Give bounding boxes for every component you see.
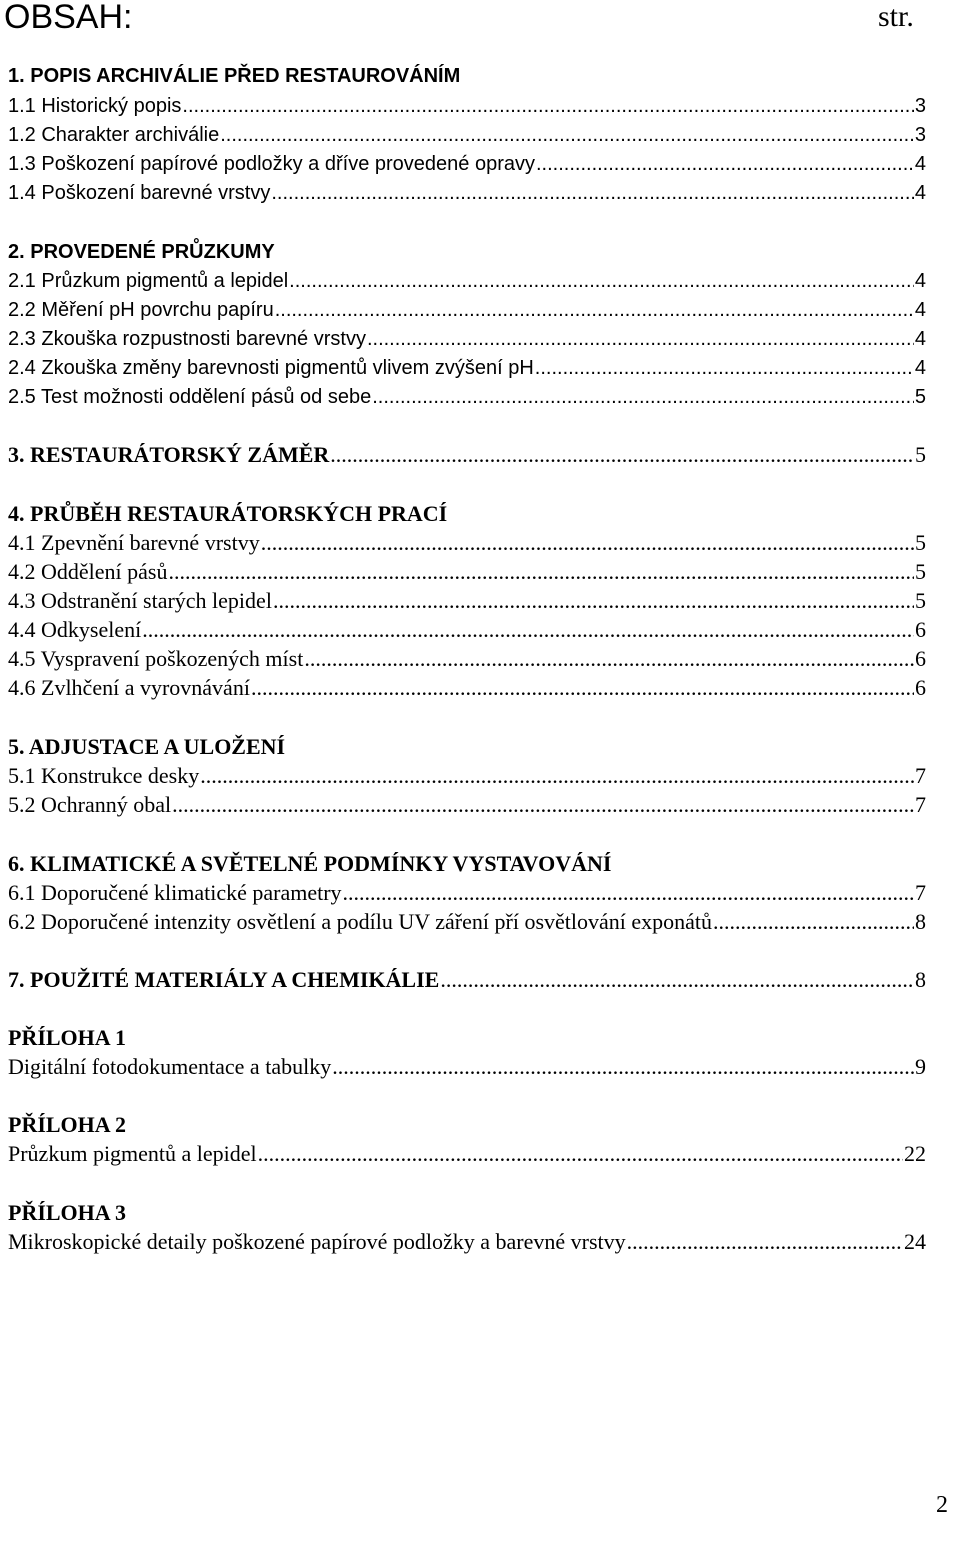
dot-leader [440,966,914,994]
dot-leader [271,179,914,207]
toc-entry[interactable] [8,1228,926,1256]
dot-leader [367,325,914,353]
toc-entry-label: Mikroskopické detaily poškozené papírové podložky a barevné vrstvy [8,1229,626,1254]
dot-leader [182,92,913,120]
toc-entry[interactable] [8,267,926,295]
toc-entry[interactable] [8,296,926,324]
toc-entry-page: 4 [914,182,926,204]
toc-entry-page: 5 [914,386,926,408]
appendix-3-heading: PŘÍLOHA 3 [8,1200,126,1225]
toc-entry-label: 4.6 Zvlhčení a vyrovnávání [8,675,250,700]
toc-entry-label: 2.5 Test možnosti oddělení pásů od sebe [8,386,372,408]
toc-entry-page: 3 [914,95,926,117]
dot-leader [258,1140,903,1168]
toc-entry[interactable] [8,616,926,644]
toc-entry-page: 6 [915,646,926,671]
dot-leader [273,587,914,615]
appendix-1-heading: PŘÍLOHA 1 [8,1025,126,1050]
dot-leader [330,441,914,469]
dot-leader [332,1053,914,1081]
toc-entry-page: 5 [915,530,926,555]
toc-entry-page: 8 [915,909,926,934]
dot-leader [289,267,914,295]
toc-entry-page: 5 [915,559,926,584]
toc-entry[interactable] [8,966,926,994]
toc-entry[interactable] [8,121,926,149]
toc-entry[interactable] [8,529,926,557]
toc-entry-label: 1.3 Poškození papírové podložky a dříve provedené opravy [8,153,535,175]
toc-entry-page: 9 [915,1054,926,1079]
toc-entry[interactable] [8,1053,926,1081]
toc-entry[interactable] [8,179,926,207]
toc-entry-label: 2.4 Zkouška změny barevnosti pigmentů vlivem zvýšení pH [8,357,534,379]
toc-entry-page: 4 [914,270,926,292]
toc-entry-label: 1.2 Charakter archiválie [8,124,220,146]
toc-entry[interactable] [8,1140,926,1168]
toc-entry-page: 4 [914,299,926,321]
toc-entry-label: 2.1 Průzkum pigmentů a lepidel [8,270,289,292]
toc-entry-page: 24 [904,1229,926,1254]
page-number: 2 [936,1492,948,1518]
dot-leader [168,558,914,586]
toc-entry-label: 2.2 Měření pH povrchu papíru [8,299,274,321]
toc-entry-label: 5.1 Konstrukce desky [8,763,200,788]
toc-entry-label: Průzkum pigmentů a lepidel [8,1141,257,1166]
section-3-heading: 3. RESTAURÁTORSKÝ ZÁMĚR [8,442,330,467]
appendix-2-heading: PŘÍLOHA 2 [8,1112,126,1137]
toc-entry-label: 1.1 Historický popis [8,95,182,117]
dot-leader [142,616,914,644]
toc-entry[interactable] [8,92,926,120]
dot-leader [627,1228,903,1256]
dot-leader [536,150,914,178]
dot-leader [251,674,914,702]
toc-entry-page: 8 [915,967,926,992]
dot-leader [372,383,914,411]
dot-leader [220,121,914,149]
toc-entry-label: 4.5 Vyspravení poškozených míst [8,646,304,671]
dot-leader [172,791,914,819]
toc-entry-label: 5.2 Ochranný obal [8,792,172,817]
toc-entry[interactable] [8,150,926,178]
toc-entry[interactable] [8,674,926,702]
toc-title: OBSAH: [4,0,133,36]
toc-entry-label: 6.2 Doporučené intenzity osvětlení a podílu UV záření pří osvětlování exponátů [8,909,713,934]
toc-entry-page: 4 [914,153,926,175]
dot-leader [275,296,914,324]
toc-entry[interactable] [8,587,926,615]
toc-entry-page: 6 [915,617,926,642]
page-column-label: str. [878,0,914,33]
toc-entry-page: 4 [914,357,926,379]
section-5-heading: 5. ADJUSTACE A ULOŽENÍ [8,734,286,759]
toc-entry[interactable] [8,879,926,907]
toc-entry[interactable] [8,325,926,353]
toc-entry[interactable] [8,762,926,790]
section-4-heading: 4. PRŮBĚH RESTAURÁTORSKÝCH PRACÍ [8,501,448,526]
section-7-heading: 7. POUŽITÉ MATERIÁLY A CHEMIKÁLIE [8,967,440,992]
dot-leader [343,879,914,907]
toc-entry-label: 1.4 Poškození barevné vrstvy [8,182,271,204]
toc-entry[interactable] [8,383,926,411]
dot-leader [713,908,914,936]
toc-entry-label: 2.3 Zkouška rozpustnosti barevné vrstvy [8,328,366,350]
toc-entry-label: 4.1 Zpevnění barevné vrstvy [8,530,260,555]
toc-entry-page: 5 [915,442,926,467]
dot-leader [535,354,914,382]
toc-entry[interactable] [8,441,926,469]
toc-entry-page: 7 [915,792,926,817]
toc-entry-page: 5 [915,588,926,613]
toc-entry[interactable] [8,354,926,382]
toc-entry-page: 3 [914,124,926,146]
dot-leader [304,645,914,673]
toc-entry[interactable] [8,791,926,819]
section-1-heading: 1. POPIS ARCHIVÁLIE PŘED RESTAUROVÁNÍM [8,65,461,87]
toc-entry-page: 7 [915,763,926,788]
toc-entry-label: 6.1 Doporučené klimatické parametry [8,880,342,905]
toc-entry-page: 7 [915,880,926,905]
dot-leader [261,529,914,557]
toc-entry-page: 4 [914,328,926,350]
dot-leader [200,762,914,790]
toc-entry-page: 6 [915,675,926,700]
toc-entry[interactable] [8,558,926,586]
toc-entry-label: Digitální fotodokumentace a tabulky [8,1054,332,1079]
section-2-heading: 2. PROVEDENÉ PRŮZKUMY [8,241,275,263]
toc-entry-page: 22 [904,1141,926,1166]
toc-entry[interactable] [8,645,926,673]
toc-entry-label: 4.4 Odkyselení [8,617,142,642]
toc-entry[interactable] [8,908,926,936]
section-6-heading: 6. KLIMATICKÉ A SVĚTELNÉ PODMÍNKY VYSTAVOVÁNÍ [8,851,612,876]
toc-entry-label: 4.2 Oddělení pásů [8,559,168,584]
toc-entry-label: 4.3 Odstranění starých lepidel [8,588,272,613]
